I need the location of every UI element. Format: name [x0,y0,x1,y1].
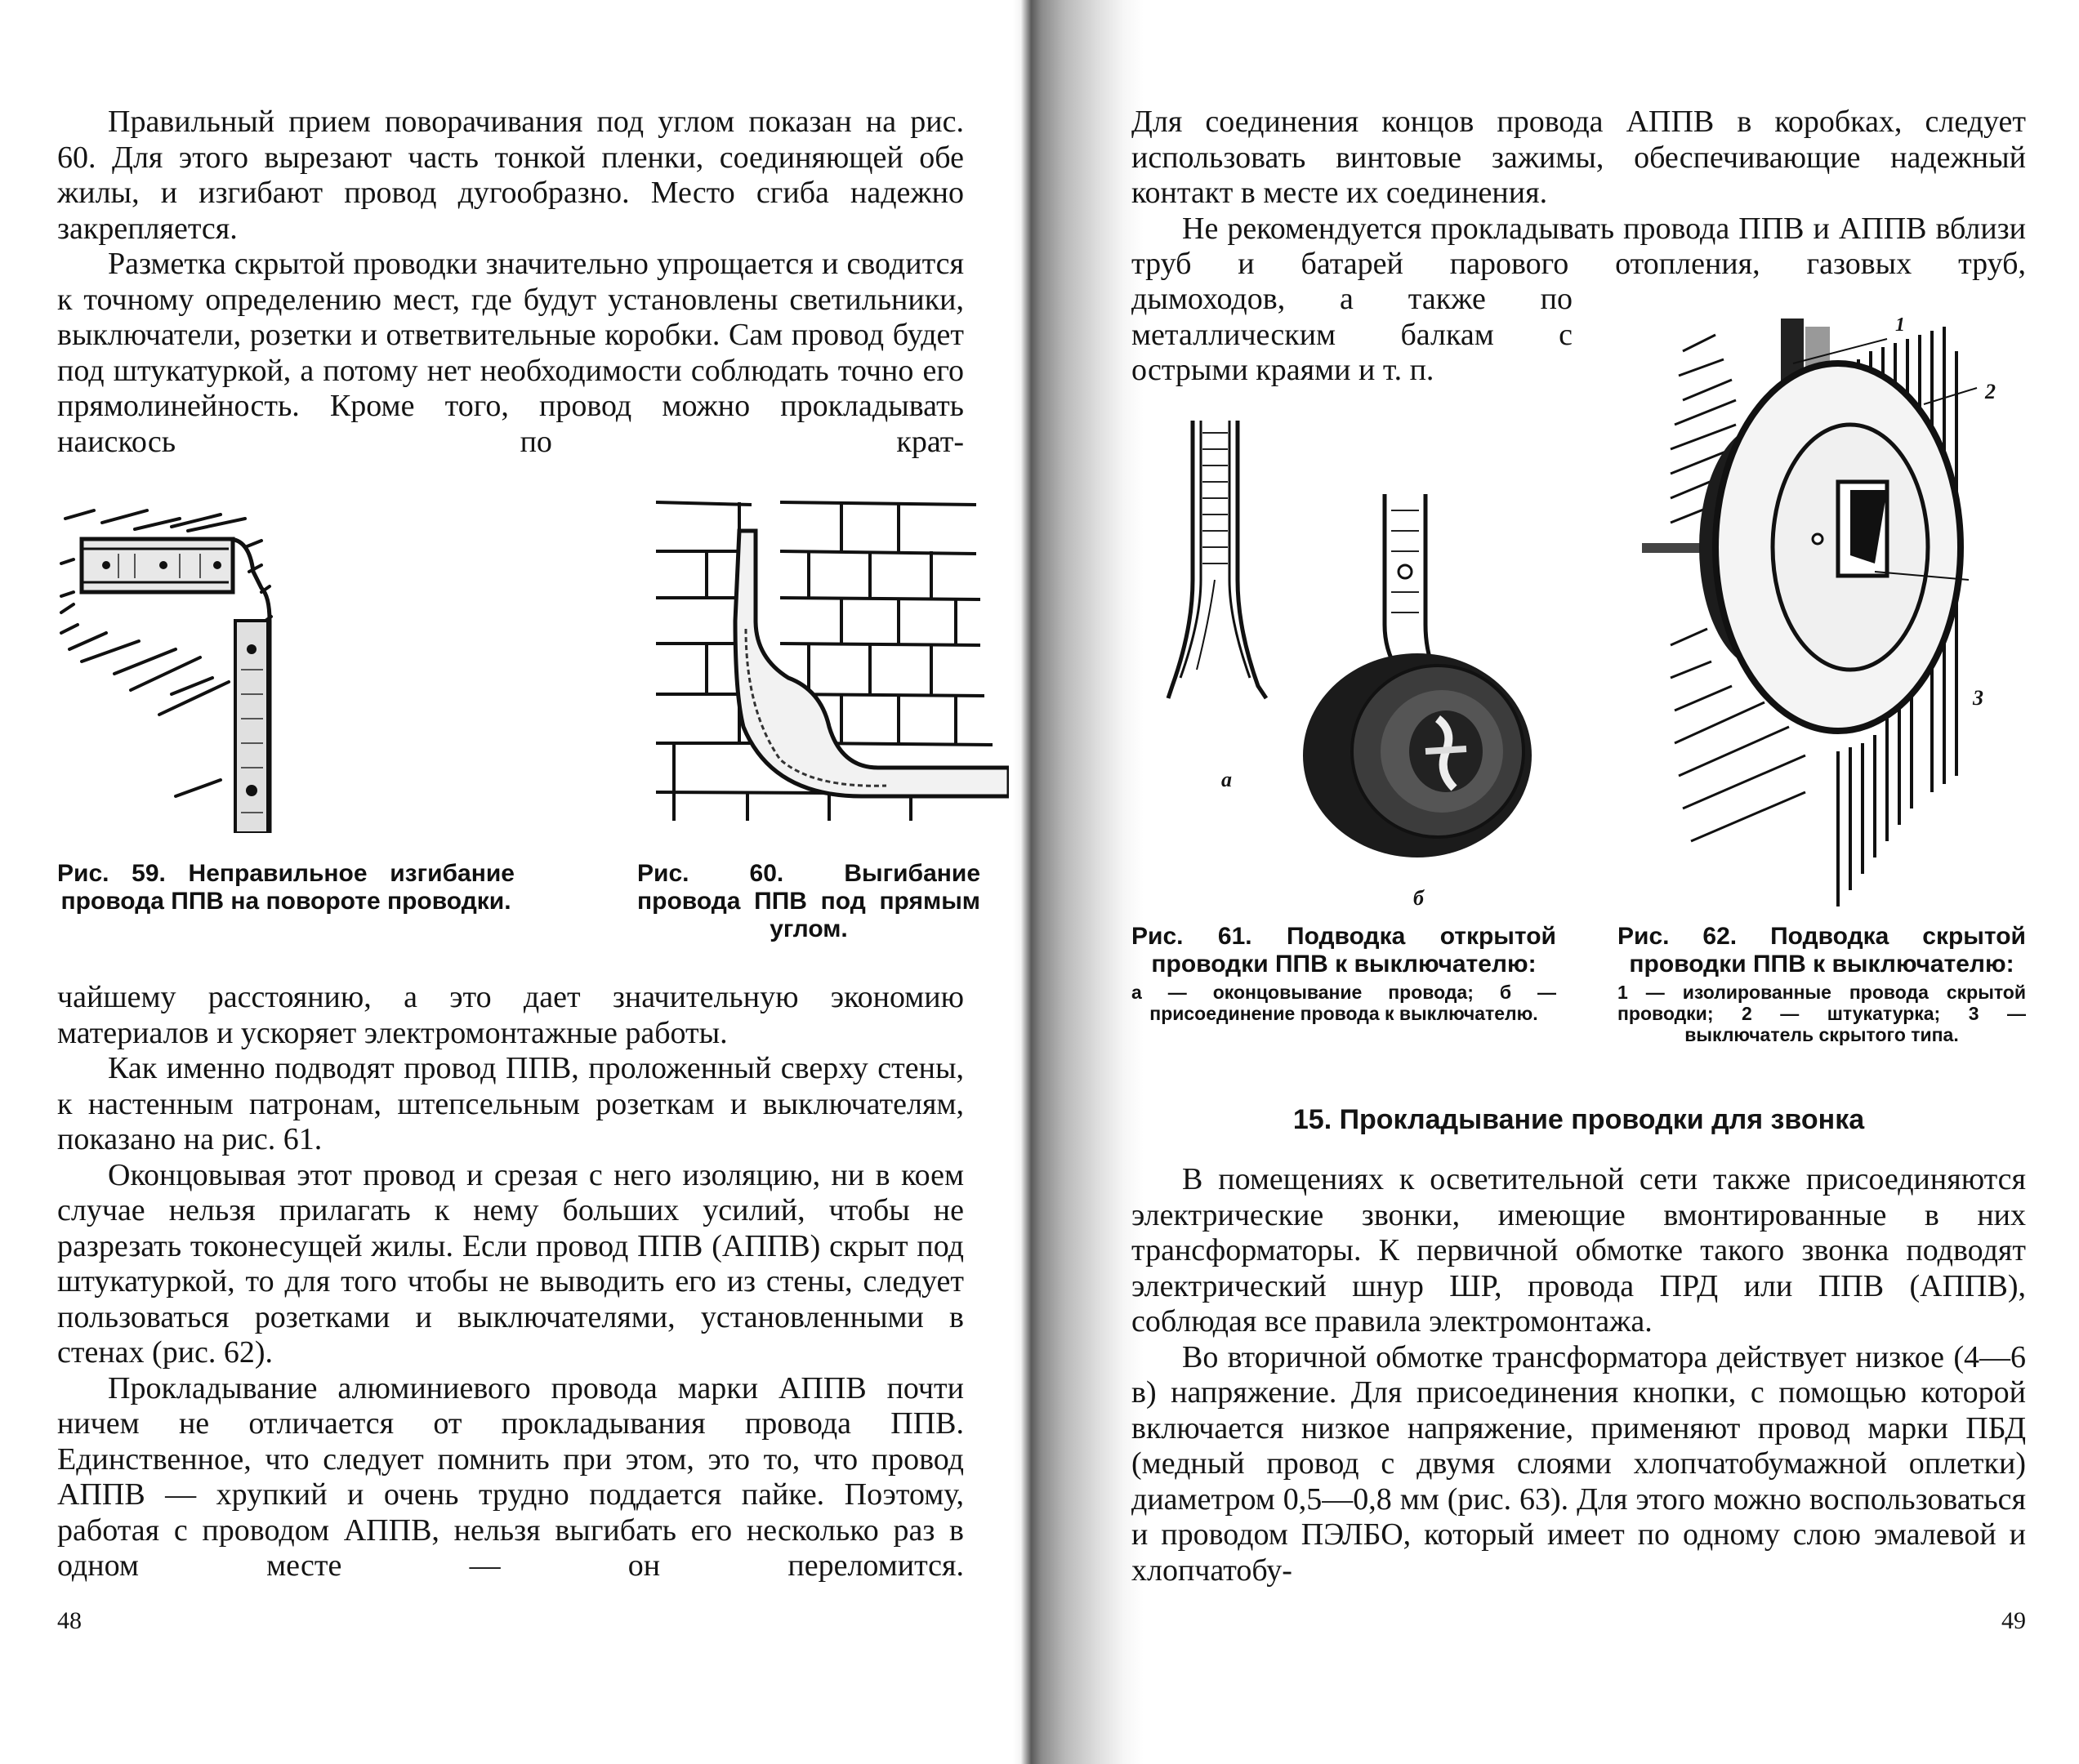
figure-62-label-1: 1 [1895,314,1905,336]
paragraph: чайшему расстоянию, а это дает значительную экономию материалов и ускоряет электромонтажные работы. [57,980,964,1050]
book-spine-shadow [1013,0,1144,1764]
figure-61-caption [1131,923,1556,1024]
right-text-wrap [1131,282,1573,389]
figure-60-right-angle-bend-illustration [649,498,1009,825]
figure-62-label-3: 3 [1973,686,1983,710]
figure-60-caption: Рис. 60. Выгибание провода ППВ под прямым углом. [637,860,980,942]
figure-61-legend: а — оконцовывание провода; б — присоединение провода к выключателю. [1131,982,1556,1024]
figure-61b-switch-connection-illustration [1295,486,1540,862]
figure-62-label-2: 2 [1985,380,1996,403]
figure-62-hidden-switch-illustration [1642,302,2034,923]
paragraph: В помещениях к осветительной сети также присоединяются электрические звонки, имеющие вмонтированные в них трансформаторы. К первичной обмотке такого звонка подводят электрический шнур ШР, провода ПРД или ППВ (АППВ), соблюдая все правила электромонтажа. [1131,1162,2026,1339]
page-number: 49 [2001,1607,2026,1634]
paragraph: Оконцовывая этот провод и срезая с него изоляцию, ни в коем случае нельзя прилагать к нему больших усилий, чтобы не разрезать токонесущей жилы. Если провод ППВ (АППВ) скрыт под штукатуркой, то для того чтобы не выводить его из стены, следует пользоваться розетками и выключателями, установленными в стенах (рис. 62). [57,1157,964,1370]
figure-62-caption [1617,923,2026,1045]
left-text-top [57,105,964,460]
paragraph: Не рекомендуется прокладывать провода ППВ и АППВ вблизи труб и батарей парового отопления, газовых труб, [1131,211,2026,281]
paragraph: Прокладывание алюминиевого провода марки АППВ почти ничем не отличается от прокладывания провода ППВ. Единственное, что следует помнить при этом, это то, что провод АППВ — хрупкий и очень трудно поддается пайке. Поэтому, работая с проводом АППВ, нельзя выгибать его несколько раз в одном месте — он переломится. [57,1370,964,1583]
paragraph: Как именно подводят провод ППВ, проложенный сверху стены, к настенным патронам, штепсельным розеткам и выключателям, показано на рис. 61. [57,1051,964,1156]
right-page [1131,0,2026,1764]
figure-59-caption: Рис. 59. Неправильное изгибание провода ППВ на повороте проводки. [57,860,515,915]
paragraph: Правильный прием поворачивания под углом показан на рис. 60. Для этого вырезают часть тонкой пленки, соединяющей обе жилы, и изгибают провод дугообразно. Место сгиба надежно закрепляется. [57,105,964,246]
figure-59-wrong-bend-illustration [57,490,547,833]
left-page [57,0,980,1764]
figure-61a-wire-end-illustration [1164,416,1295,743]
paragraph: дымоходов, а также по металлическим балкам с острыми краями и т. п. [1131,282,1573,387]
paragraph: Для соединения концов провода АППВ в коробках, следует использовать винтовые зажимы, обеспечивающие надежный контакт в месте их соединения. [1131,105,2026,210]
figure-62-legend: 1 — изолированные провода скрытой проводки; 2 — штукатурка; 3 — выключатель скрытого типа. [1617,982,2026,1045]
figure-61-label-a: а [1221,768,1232,791]
section-heading: 15. Прокладывание проводки для звонка [1292,1104,1865,1135]
figure-61-label-b: б [1413,886,1424,910]
figure-62-caption-title: Рис. 62. Подводка скрытой проводки ППВ к выключателю: [1617,923,2026,978]
right-text-bottom [1131,1162,2026,1588]
paragraph: Во вторичной обмотке трансформатора действует низкое (4—6 в) напряжение. Для присоединения кнопки, с помощью которой включается низкое напряжение, применяют провод марки ПБД (медный провод с двумя слоями хлопчатобумажной оплетки) диаметром 0,5—0,8 мм (рис. 63). Для этого можно воспользоваться и проводом ПЭЛБО, который имеет по одному слою эмалевой и хлопчатобу- [1131,1339,2026,1588]
page-number: 48 [57,1607,82,1634]
paragraph: Разметка скрытой проводки значительно упрощается и сводится к точному определению мест, где будут установлены светильники, выключатели, розетки и ответвительные коробки. Сам провод будет под штукатуркой, а потому нет необходимости соблюдать точно его прямолинейность. Кроме того, провод можно прокладывать наискось по крат- [57,247,964,459]
figure-61-caption-title: Рис. 61. Подводка открытой проводки ППВ к выключателю: [1131,923,1556,978]
left-text-bottom [57,980,964,1584]
right-text-top [1131,105,2026,283]
